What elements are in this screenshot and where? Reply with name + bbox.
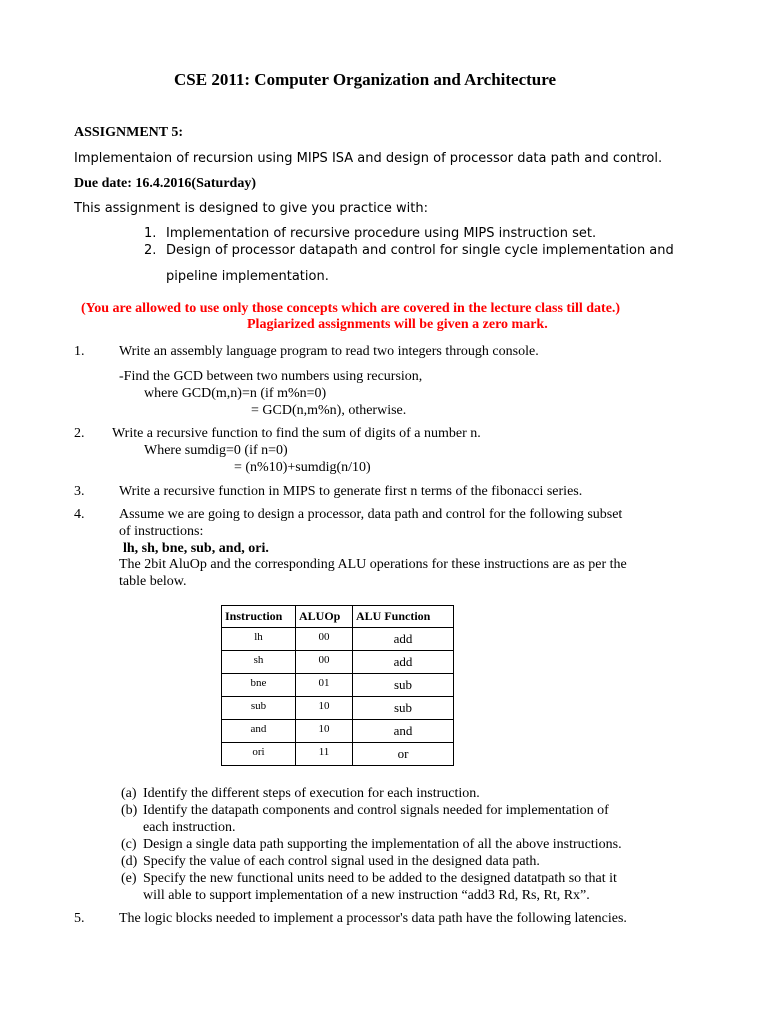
header-aluop: ALUOp <box>296 606 353 628</box>
table-header-row <box>222 606 454 628</box>
q4-after-1: The 2bit AluOp and the corresponding ALU operations for these instructions are as per the <box>119 557 627 572</box>
cell-aluop: 11 <box>296 743 353 766</box>
part-text-b-cont: each instruction. <box>143 820 236 835</box>
aluop-table <box>221 605 454 766</box>
topic-line: Implementaion of recursion using MIPS ISA and design of processor data path and control. <box>74 151 663 166</box>
q5-number: 5. <box>74 911 85 926</box>
practice-num-2: 2. <box>144 243 157 258</box>
part-label-b: (b) <box>121 803 138 818</box>
cell-alu-function: sub <box>353 697 454 720</box>
table-row <box>222 628 454 651</box>
cell-instruction: and <box>222 720 296 743</box>
part-text-c: Design a single data path supporting the implementation of all the above instructions. <box>143 837 622 852</box>
practice-item-2: Design of processor datapath and control for single cycle implementation and <box>166 243 674 258</box>
q1-sub-3: = GCD(n,m%n), otherwise. <box>251 403 407 418</box>
part-label-d: (d) <box>121 854 138 869</box>
table-row <box>222 651 454 674</box>
header-instruction: Instruction <box>222 606 296 628</box>
q2-sub-1: Where sumdig=0 (if n=0) <box>144 443 288 458</box>
q4-number: 4. <box>74 507 85 522</box>
due-date: Due date: 16.4.2016(Saturday) <box>74 176 256 191</box>
q3-text: Write a recursive function in MIPS to generate first n terms of the fibonacci series. <box>119 484 583 499</box>
q1-text: Write an assembly language program to read two integers through console. <box>119 344 539 359</box>
cell-instruction: lh <box>222 628 296 651</box>
part-label-a: (a) <box>121 786 137 801</box>
q2-text: Write a recursive function to find the sum of digits of a number n. <box>112 426 481 441</box>
cell-instruction: sub <box>222 697 296 720</box>
cell-aluop: 10 <box>296 720 353 743</box>
cell-instruction: sh <box>222 651 296 674</box>
warning-line-2: Plagiarized assignments will be given a zero mark. <box>247 317 548 332</box>
q2-number: 2. <box>74 426 85 441</box>
table-row <box>222 743 454 766</box>
cell-instruction: bne <box>222 674 296 697</box>
q1-number: 1. <box>74 344 85 359</box>
table-row <box>222 720 454 743</box>
part-text-e: Specify the new functional units need to be added to the designed datatpath so that it <box>143 871 617 886</box>
cell-alu-function: add <box>353 651 454 674</box>
part-text-e-cont: will able to support implementation of a new instruction “add3 Rd, Rs, Rt, Rx”. <box>143 888 590 903</box>
cell-aluop: 00 <box>296 628 353 651</box>
practice-num-1: 1. <box>144 226 157 241</box>
table-row <box>222 674 454 697</box>
cell-aluop: 01 <box>296 674 353 697</box>
q5-text: The logic blocks needed to implement a processor's data path have the following latencies. <box>119 911 627 926</box>
cell-aluop: 10 <box>296 697 353 720</box>
cell-instruction: ori <box>222 743 296 766</box>
q4-after-2: table below. <box>119 574 187 589</box>
q1-sub-2: where GCD(m,n)=n (if m%n=0) <box>144 386 327 401</box>
q2-sub-2: = (n%10)+sumdig(n/10) <box>234 460 371 475</box>
warning-line-1: (You are allowed to use only those concepts which are covered in the lecture class till date.) <box>81 301 621 316</box>
cell-alu-function: sub <box>353 674 454 697</box>
part-text-b: Identify the datapath components and control signals needed for implementation of <box>143 803 609 818</box>
practice-item-2-cont: pipeline implementation. <box>166 269 329 284</box>
practice-item-1: Implementation of recursive procedure using MIPS instruction set. <box>166 226 597 241</box>
intro-line: This assignment is designed to give you practice with: <box>74 201 429 216</box>
part-label-c: (c) <box>121 837 137 852</box>
header-alu-function: ALU Function <box>353 606 454 628</box>
q4-instructions: lh, sh, bne, sub, and, ori. <box>123 541 269 556</box>
cell-alu-function: and <box>353 720 454 743</box>
assignment-heading: ASSIGNMENT 5: <box>74 125 184 140</box>
q1-sub-1: -Find the GCD between two numbers using recursion, <box>119 369 423 384</box>
cell-alu-function: or <box>353 743 454 766</box>
q4-line-1: Assume we are going to design a processor, data path and control for the following subset <box>119 507 623 522</box>
cell-aluop: 00 <box>296 651 353 674</box>
table-row <box>222 697 454 720</box>
cell-alu-function: add <box>353 628 454 651</box>
part-text-d: Specify the value of each control signal used in the designed data path. <box>143 854 540 869</box>
page-title: CSE 2011: Computer Organization and Architecture <box>174 70 557 89</box>
q4-line-2: of instructions: <box>119 524 204 539</box>
q3-number: 3. <box>74 484 85 499</box>
part-text-a: Identify the different steps of execution for each instruction. <box>143 786 480 801</box>
part-label-e: (e) <box>121 871 137 886</box>
